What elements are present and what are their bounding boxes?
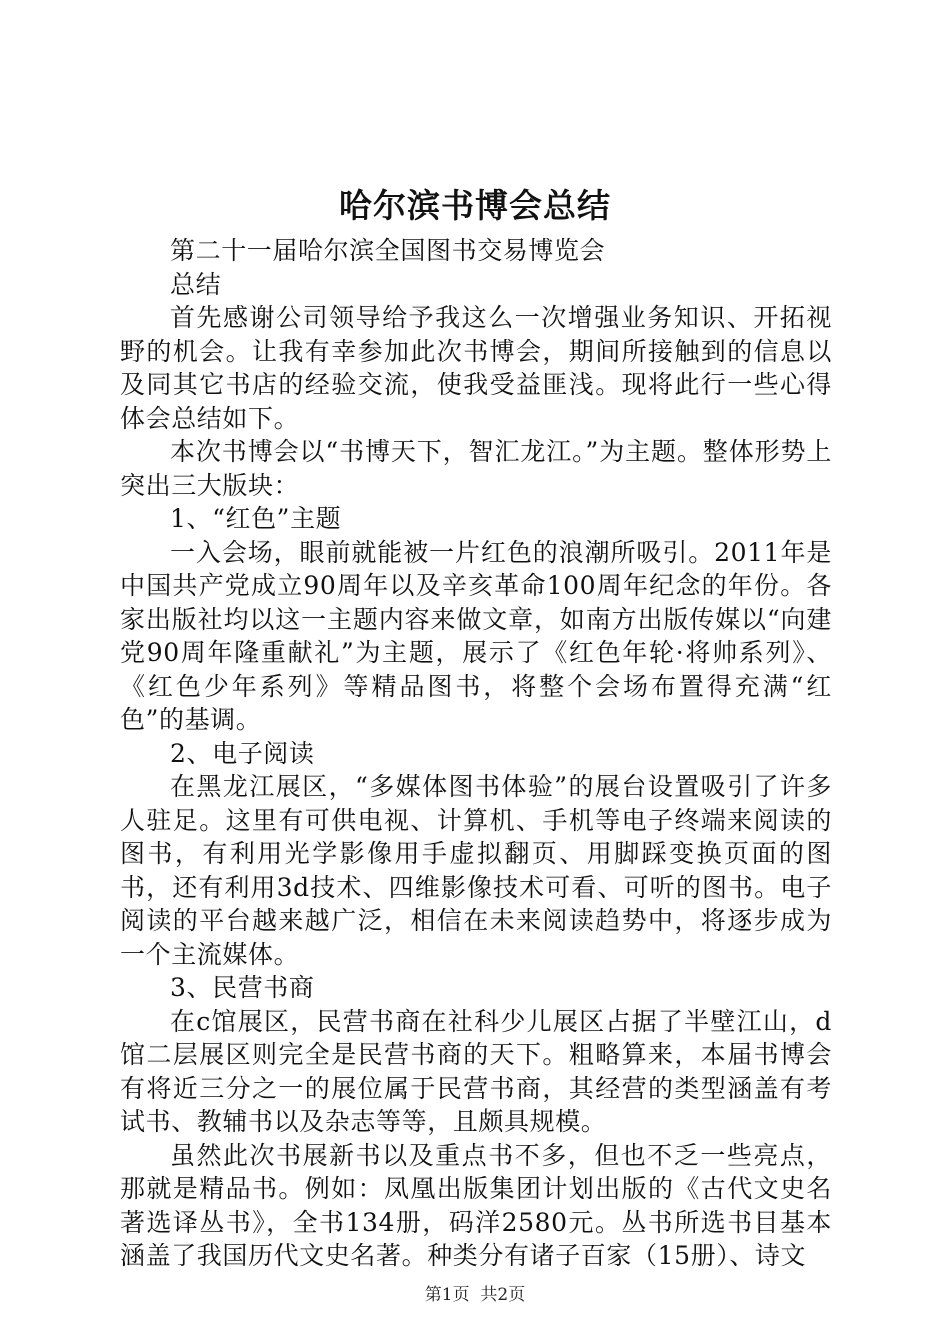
section-heading-e-reading: 2、电子阅读 (170, 738, 315, 768)
page-number: 第1页 (424, 1285, 470, 1305)
paragraph-private-booksellers: 在c馆展区，民营书商在社科少儿展区占据了半壁江山，d馆二层展区则完全是民营书商的天下。粗略算来，本届书博会有将近三分之一的展位属于民营书商，其经营的类型涵盖有考试书、教辅书以及杂志等等，且颇具规模。 (120, 1006, 832, 1136)
paragraph-quality-books: 虽然此次书展新书以及重点书不多，但也不乏一些亮点，那就是精品书。例如：凤凰出版集团计划出版的《古代文史名著选译丛书》，全书134册，码洋2580元。丛书所选书目基本涵盖了我国历代文史名著。种类分有诸子百家（15册）、诗文 (120, 1140, 832, 1270)
section-heading-red-theme: 1、“红色”主题 (170, 504, 342, 533)
page-footer (0, 1283, 950, 1307)
document-title: 哈尔滨书博会总结 (339, 186, 611, 225)
document-body (120, 234, 832, 1273)
paragraph-theme: 本次书博会以“书博天下，智汇龙江。”为主题。整体形势上突出三大版块： (120, 437, 832, 500)
paragraph-e-reading: 在黑龙江展区，“多媒体图书体验”的展台设置吸引了许多人驻足。这里有可供电视、计算机、手机等电子终端来阅读的图书，有利用光学影像用手虚拟翻页、用脚踩变换页面的图书，还有利用3d技术、四维影像技术可看、可听的图书。电子阅读的平台越来越广泛，相信在未来阅读趋势中，将逐步成为一个主流媒体。 (120, 772, 832, 969)
paragraph-red-theme: 一入会场，眼前就能被一片红色的浪潮所吸引。2011年是中国共产党成立90周年以及辛亥革命100周年纪念的年份。各家出版社均以这一主题内容来做文章，如南方出版传媒以“向建党90周年隆重献礼”为主题，展示了《红色年轮·将帅系列》、《红色少年系列》等精品图书，将整个会场布置得充满“红色”的基调。 (120, 537, 832, 734)
paragraph-subtitle: 第二十一届哈尔滨全国图书交易博览会 (170, 236, 606, 265)
section-heading-private-booksellers: 3、民营书商 (170, 973, 315, 1002)
page-total: 共2页 (480, 1285, 526, 1305)
paragraph-summary-label: 总结 (170, 269, 222, 299)
paragraph-intro: 首先感谢公司领导给予我这么一次增强业务知识、开拓视野的机会。让我有幸参加此次书博会，期间所接触到的信息以及同其它书店的经验交流，使我受益匪浅。现将此行一些心得体会总结如下。 (120, 303, 832, 433)
